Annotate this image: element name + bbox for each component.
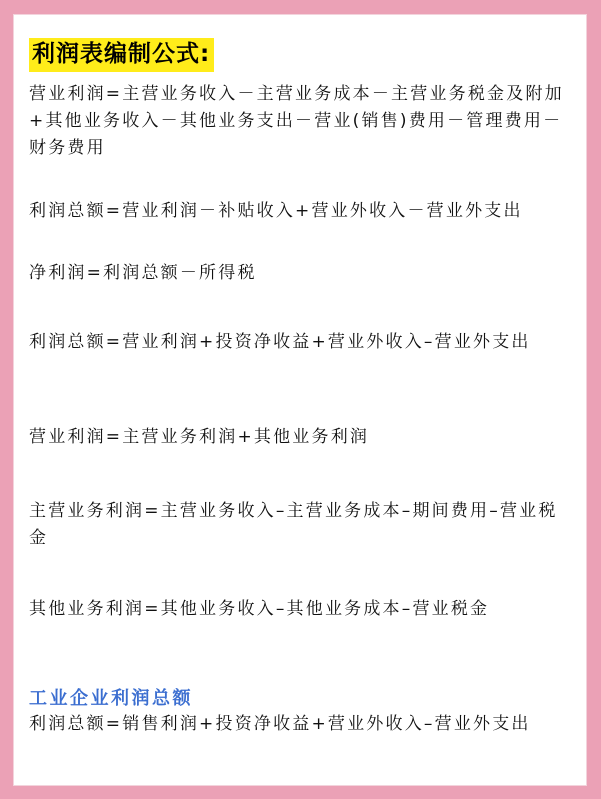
formula-other-business-profit: 其他业务利润=其他业务收入–其他业务成本–营业税金 bbox=[29, 599, 490, 619]
page-title: 利润表编制公式: bbox=[32, 41, 211, 67]
title-highlight bbox=[29, 38, 214, 72]
formula-total-profit-investment: 利润总额=营业利润+投资净收益+营业外收入–营业外支出 bbox=[29, 332, 531, 352]
content-card bbox=[13, 14, 587, 786]
formula-total-profit-subsidy: 利润总额=营业利润－补贴收入+营业外收入－营业外支出 bbox=[29, 201, 523, 221]
formula-net-profit: 净利润=利润总额－所得税 bbox=[29, 263, 257, 283]
formula-operating-profit-simple: 营业利润=主营业务利润+其他业务利润 bbox=[29, 427, 370, 447]
section-heading: 工业企业利润总额 bbox=[29, 688, 193, 709]
formula-industrial-total-profit: 利润总额=销售利润+投资净收益+营业外收入–营业外支出 bbox=[29, 714, 531, 734]
formula-operating-profit: 营业利润=主营业务收入－主营业务成本－主营业务税金及附加+其他业务收入－其他业务支出－营业(销售)费用－管理费用－财务费用 bbox=[29, 84, 564, 158]
formula-main-business-profit: 主营业务利润=主营业务收入–主营业务成本–期间费用–营业税金 bbox=[29, 501, 558, 548]
